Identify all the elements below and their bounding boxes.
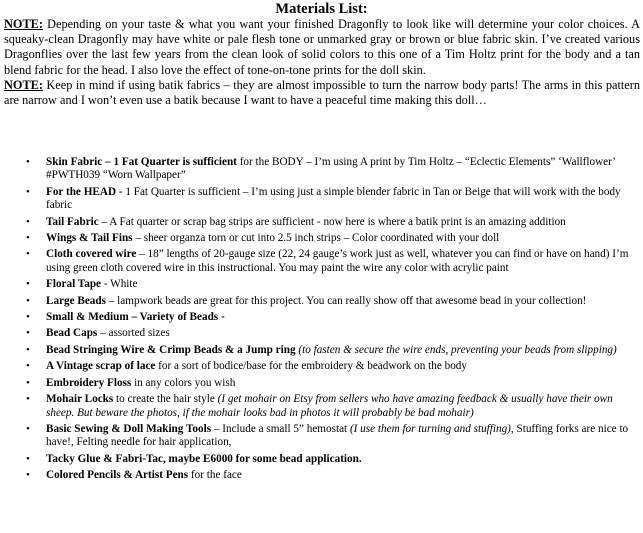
material-item xyxy=(0,377,643,390)
material-description: to create the hair style xyxy=(113,393,218,406)
bullet-icon: • xyxy=(26,156,30,168)
bullet-icon: • xyxy=(26,376,30,389)
material-item xyxy=(0,423,643,450)
material-item xyxy=(0,469,643,482)
materials-list xyxy=(0,156,643,486)
material-description: – lampwork beads are great for this project. You can really show off that awesome bead in your collection! xyxy=(105,294,587,307)
material-name: Large Beads xyxy=(46,294,106,307)
material-description-tail: , Stuffing forks are nice to have!, Felting needle for hair application, xyxy=(46,422,629,449)
material-description: – Include a small 5” hemostat xyxy=(211,422,350,435)
bullet-icon: • xyxy=(26,393,30,406)
bullet-icon: • xyxy=(26,232,30,245)
bullet-icon: • xyxy=(26,248,30,261)
material-item xyxy=(0,344,643,357)
bullet-icon: • xyxy=(26,469,30,482)
material-description: for a sort of bodice/base for the embroidery & beadwork on the body xyxy=(155,360,467,373)
material-description: - White xyxy=(101,278,138,291)
material-item xyxy=(0,295,643,308)
bullet-icon: • xyxy=(26,422,30,435)
bullet-icon: • xyxy=(26,278,30,291)
material-name: Skin Fabric – 1 Fat Quarter is sufficient xyxy=(46,156,237,168)
material-item xyxy=(0,278,643,291)
note-label: NOTE: xyxy=(4,77,43,92)
note-label: NOTE: xyxy=(4,17,43,31)
bullet-icon: • xyxy=(26,452,30,465)
material-item xyxy=(0,453,643,466)
material-item xyxy=(0,248,643,275)
bullet-icon: • xyxy=(26,343,30,356)
material-description: in any colors you wish xyxy=(131,376,236,389)
material-name: Small & Medium – Variety of Beads - xyxy=(46,311,225,324)
note-paragraph xyxy=(4,17,640,78)
material-name: Mohair Locks xyxy=(46,393,114,406)
material-name: Basic Sewing & Doll Making Tools xyxy=(46,422,212,435)
material-item xyxy=(0,327,643,340)
material-item xyxy=(0,311,643,324)
bullet-icon: • xyxy=(26,360,30,373)
material-description: – assorted sizes xyxy=(97,327,170,340)
note-paragraph xyxy=(4,78,640,108)
material-note: (I use them for turning and stuffing) xyxy=(349,422,511,435)
material-description: - 1 Fat Quarter is sufficient – I’m using just a simple blender fabric in Tan or Beige that will work with the body fabric xyxy=(46,185,621,212)
material-name: Floral Tape xyxy=(46,278,102,291)
material-name: Wings & Tail Fins xyxy=(46,232,133,245)
material-item xyxy=(0,216,643,229)
material-name: Embroidery Floss xyxy=(46,376,132,389)
material-name: For the HEAD xyxy=(46,185,117,198)
material-item xyxy=(0,186,643,213)
material-description: – sheer organza torn or cut into 2.5 inch strips – Color coordinated with your doll xyxy=(132,232,500,245)
material-item xyxy=(0,156,643,183)
material-item xyxy=(0,360,643,373)
note-text: Depending on your taste & what you want your finished Dragonfly to look like will determine your color choices. A squeaky-clean Dragonfly may have white or pale flesh tone or unmarked gray or brown or blue fabric skin. I’ve created various Dragonflies over the last few years from the clean look of solid colors to this one of a Tim Holtz print for the body and a tan blend fabric for the head. I also love the effect of tone-on-tone prints for the doll skin. xyxy=(4,17,640,77)
material-name: Cloth covered wire xyxy=(46,248,137,261)
material-description: – 18” lengths of 20-gauge size (22, 24 gauge’s work just as well, whatever you can find or have on hand) I’m using green cloth covered wire in this instructional. You may paint the wire any color with acrylic paint xyxy=(46,248,629,274)
bullet-icon: • xyxy=(26,311,30,324)
bullet-icon: • xyxy=(26,185,30,198)
material-note: (I get mohair on Etsy from sellers who have amazing feedback & usually have their own sheep. But beware the photos, if the mohair looks bad in photos it will probably be bad mohair) xyxy=(46,393,613,419)
bullet-icon: • xyxy=(26,327,30,340)
material-name: A Vintage scrap of lace xyxy=(46,360,156,373)
material-name: Bead Caps xyxy=(46,327,98,340)
material-note: (to fasten & secure the wire ends, preventing your beads from slipping) xyxy=(298,343,617,356)
bullet-icon: • xyxy=(26,294,30,307)
material-description: for the face xyxy=(188,469,242,482)
bullet-icon: • xyxy=(26,215,30,228)
material-item xyxy=(0,393,643,420)
material-name: Tail Fabric xyxy=(46,215,99,228)
material-description: – A Fat quarter or scrap bag strips are sufficient - now here is where a batik print is an amazing addition xyxy=(98,215,566,228)
material-name: Colored Pencils & Artist Pens xyxy=(46,469,189,482)
note-text: Keep in mind if using batik fabrics – they are almost impossible to turn the narrow body parts! The arms in this pattern are narrow and I won’t even use a batik because I want to have a peaceful time making this doll… xyxy=(4,77,640,108)
material-item xyxy=(0,232,643,245)
page-title: Materials List: xyxy=(275,1,368,17)
material-name: Tacky Glue & Fabri-Tac, maybe E6000 for some bead application. xyxy=(46,452,362,465)
material-description: for the BODY – I’m using A print by Tim Holtz – “Eclectic Elements” ‘Wallflower’ #PWTH039 “Worn Wallpaper” xyxy=(46,156,616,182)
material-name: Bead Stringing Wire & Crimp Beads & a Jump ring xyxy=(46,343,296,356)
